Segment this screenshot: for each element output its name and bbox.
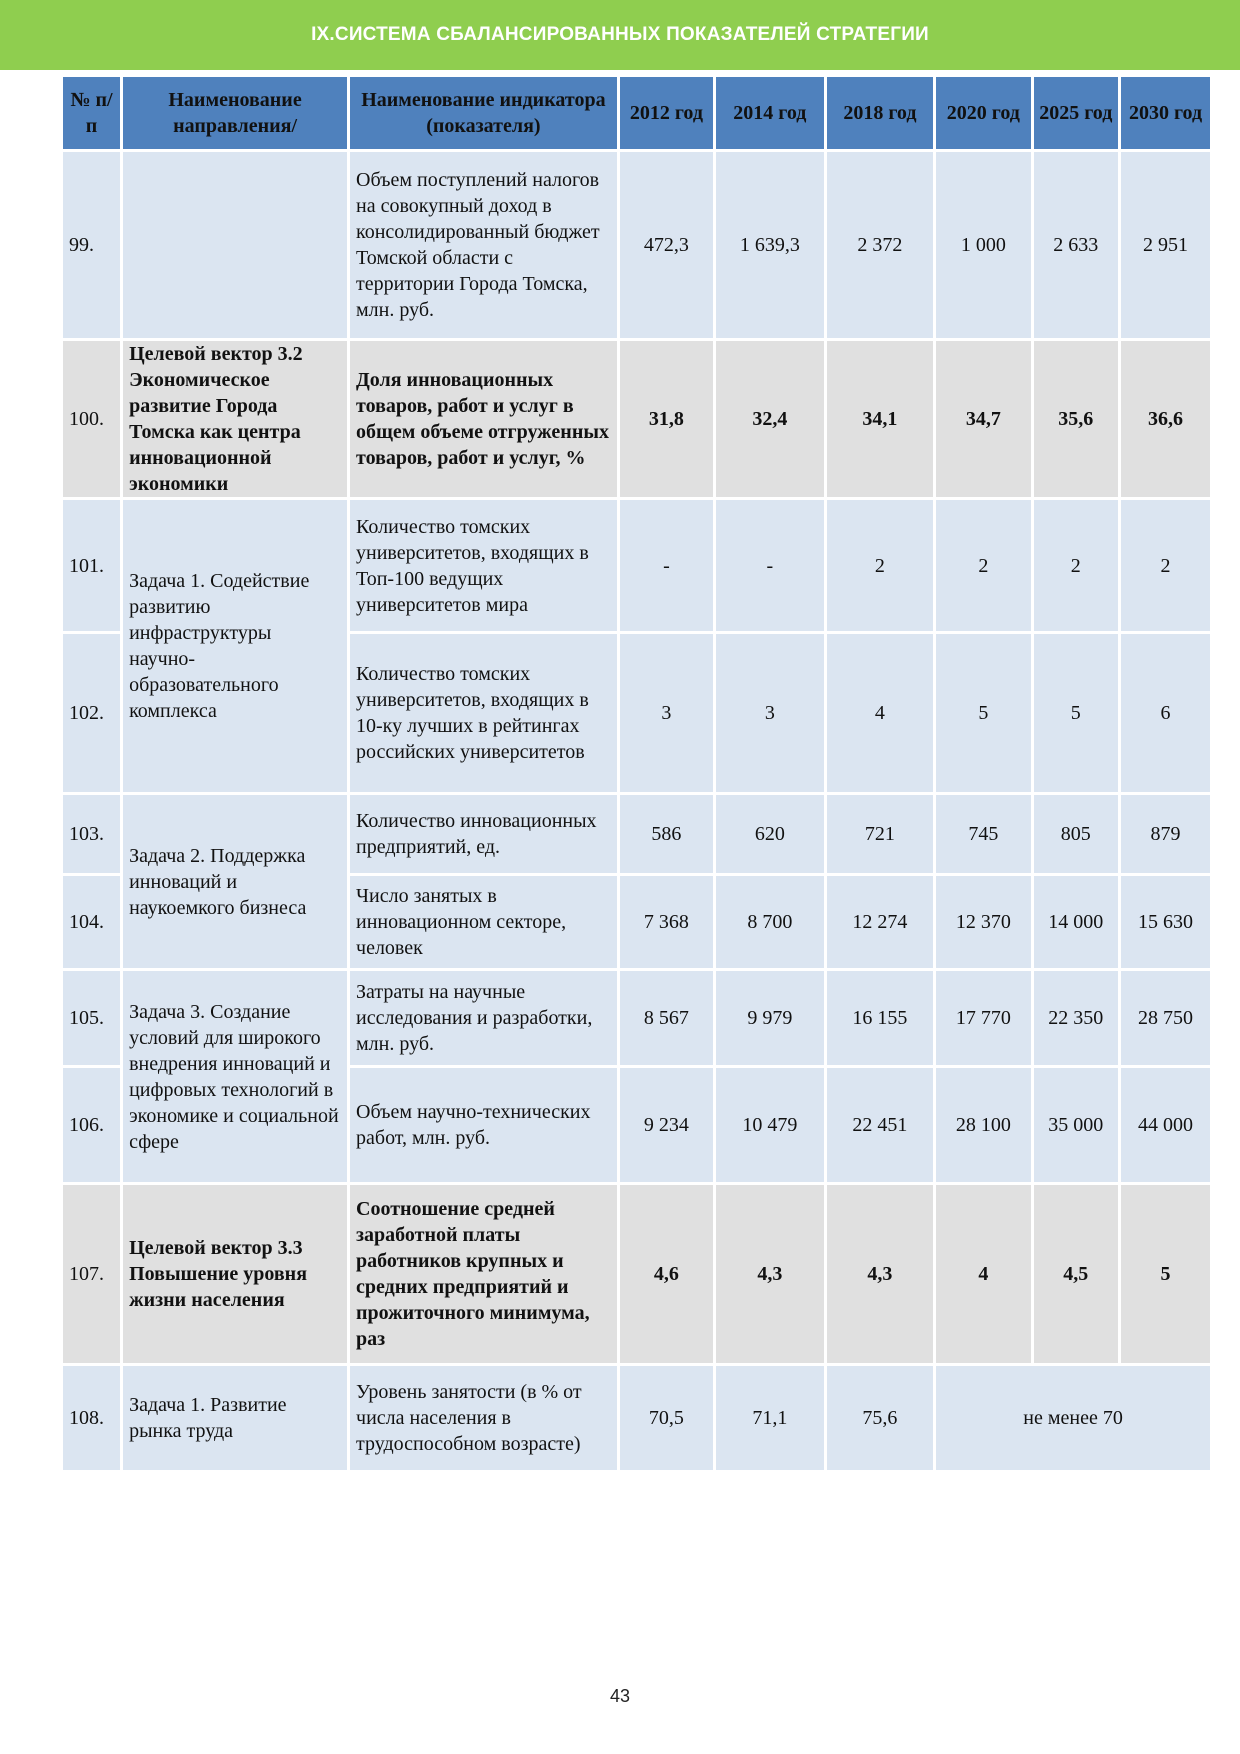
row-number: 99.	[63, 152, 120, 338]
value-2014: 32,4	[716, 341, 824, 497]
value-2020: 4	[936, 1185, 1030, 1363]
value-2030: 2 951	[1121, 152, 1210, 338]
value-2012: 70,5	[620, 1366, 713, 1470]
table-row	[63, 152, 1210, 338]
value-2012: 8 567	[620, 971, 713, 1065]
value-2014: 620	[716, 795, 824, 873]
value-2030: 6	[1121, 634, 1210, 792]
header-2012: 2012 год	[620, 77, 713, 149]
value-2020: 34,7	[936, 341, 1030, 497]
value-2025: 22 350	[1034, 971, 1119, 1065]
row-number: 106.	[63, 1068, 120, 1182]
header-2025: 2025 год	[1034, 77, 1119, 149]
header-num: № п/п	[63, 77, 120, 149]
row-indicator: Объем поступлений налогов на совокупный доход в консолидированный бюджет Томской области с территории Города Томска, млн. руб.	[350, 152, 617, 338]
value-2018: 721	[827, 795, 933, 873]
value-2018: 4,3	[827, 1185, 933, 1363]
row-direction: Задача 3. Создание условий для широкого внедрения инноваций и цифровых технологий в экономике и социальной сфере	[123, 971, 347, 1182]
value-2025: 35,6	[1034, 341, 1119, 497]
value-2025: 14 000	[1034, 876, 1119, 968]
value-2018: 75,6	[827, 1366, 933, 1470]
row-indicator: Количество инновационных предприятий, ед.	[350, 795, 617, 873]
row-indicator: Доля инновационных товаров, работ и услуг в общем объеме отгруженных товаров, работ и услуг, %	[350, 341, 617, 497]
row-direction: Задача 1. Содействие развитию инфраструктуры научно-образовательного комплекса	[123, 500, 347, 792]
value-2020: 1 000	[936, 152, 1030, 338]
value-2030: 15 630	[1121, 876, 1210, 968]
value-2020: 28 100	[936, 1068, 1030, 1182]
value-2020: 745	[936, 795, 1030, 873]
value-2030: 44 000	[1121, 1068, 1210, 1182]
header-2030: 2030 год	[1121, 77, 1210, 149]
value-2012: 4,6	[620, 1185, 713, 1363]
header-2014: 2014 год	[716, 77, 824, 149]
value-2018: 4	[827, 634, 933, 792]
value-2018: 16 155	[827, 971, 933, 1065]
merged-target-value: не менее 70	[936, 1366, 1210, 1470]
table-row	[63, 795, 1210, 873]
value-2030: 2	[1121, 500, 1210, 631]
value-2025: 4,5	[1034, 1185, 1119, 1363]
value-2014: 1 639,3	[716, 152, 824, 338]
row-indicator: Соотношение средней заработной платы работников крупных и средних предприятий и прожиточного минимума, раз	[350, 1185, 617, 1363]
value-2025: 805	[1034, 795, 1119, 873]
value-2018: 12 274	[827, 876, 933, 968]
row-number: 105.	[63, 971, 120, 1065]
value-2020: 17 770	[936, 971, 1030, 1065]
header-indicator: Наименование индикатора (показателя)	[350, 77, 617, 149]
value-2030: 5	[1121, 1185, 1210, 1363]
value-2012: 31,8	[620, 341, 713, 497]
value-2030: 879	[1121, 795, 1210, 873]
value-2020: 5	[936, 634, 1030, 792]
value-2012: -	[620, 500, 713, 631]
value-2030: 28 750	[1121, 971, 1210, 1065]
row-indicator: Число занятых в инновационном секторе, человек	[350, 876, 617, 968]
row-direction: Задача 1. Развитие рынка труда	[123, 1366, 347, 1470]
value-2014: 9 979	[716, 971, 824, 1065]
value-2014: 10 479	[716, 1068, 824, 1182]
value-2025: 5	[1034, 634, 1119, 792]
row-direction: Задача 2. Поддержка инноваций и наукоемкого бизнеса	[123, 795, 347, 968]
table-row	[63, 500, 1210, 631]
table-row	[63, 971, 1210, 1065]
row-indicator: Количество томских университетов, входящих в Топ-100 ведущих университетов мира	[350, 500, 617, 631]
value-2012: 586	[620, 795, 713, 873]
page-number: 43	[609, 1686, 631, 1706]
table-row	[63, 1185, 1210, 1363]
value-2018: 22 451	[827, 1068, 933, 1182]
table-row	[63, 1366, 1210, 1470]
header-2020: 2020 год	[936, 77, 1030, 149]
value-2014: -	[716, 500, 824, 631]
indicators-table	[60, 74, 1213, 1473]
value-2012: 7 368	[620, 876, 713, 968]
value-2018: 2 372	[827, 152, 933, 338]
section-title: IX.СИСТЕМА СБАЛАНСИРОВАННЫХ ПОКАЗАТЕЛЕЙ СТРАТЕГИИ	[311, 24, 929, 45]
value-2012: 9 234	[620, 1068, 713, 1182]
value-2012: 3	[620, 634, 713, 792]
section-banner	[0, 0, 1240, 70]
value-2020: 12 370	[936, 876, 1030, 968]
row-direction	[123, 152, 347, 338]
row-indicator: Количество томских университетов, входящих в 10-ку лучших в рейтингах российских университетов	[350, 634, 617, 792]
value-2025: 2	[1034, 500, 1119, 631]
header-direction: Наименование направления/	[123, 77, 347, 149]
row-indicator: Затраты на научные исследования и разработки, млн. руб.	[350, 971, 617, 1065]
row-number: 102.	[63, 634, 120, 792]
value-2014: 71,1	[716, 1366, 824, 1470]
value-2025: 2 633	[1034, 152, 1119, 338]
value-2018: 34,1	[827, 341, 933, 497]
row-number: 107.	[63, 1185, 120, 1363]
row-indicator: Уровень занятости (в % от числа населения в трудоспособном возрасте)	[350, 1366, 617, 1470]
value-2014: 4,3	[716, 1185, 824, 1363]
value-2014: 3	[716, 634, 824, 792]
value-2018: 2	[827, 500, 933, 631]
table-row	[63, 341, 1210, 497]
value-2014: 8 700	[716, 876, 824, 968]
row-number: 103.	[63, 795, 120, 873]
row-direction: Целевой вектор 3.2 Экономическое развитие Города Томска как центра инновационной экономики	[123, 341, 347, 497]
row-number: 104.	[63, 876, 120, 968]
row-indicator: Объем научно-технических работ, млн. руб.	[350, 1068, 617, 1182]
header-2018: 2018 год	[827, 77, 933, 149]
row-direction: Целевой вектор 3.3 Повышение уровня жизни населения	[123, 1185, 347, 1363]
value-2012: 472,3	[620, 152, 713, 338]
value-2030: 36,6	[1121, 341, 1210, 497]
row-number: 101.	[63, 500, 120, 631]
table-header-row	[63, 77, 1210, 149]
row-number: 100.	[63, 341, 120, 497]
value-2020: 2	[936, 500, 1030, 631]
row-number: 108.	[63, 1366, 120, 1470]
value-2025: 35 000	[1034, 1068, 1119, 1182]
